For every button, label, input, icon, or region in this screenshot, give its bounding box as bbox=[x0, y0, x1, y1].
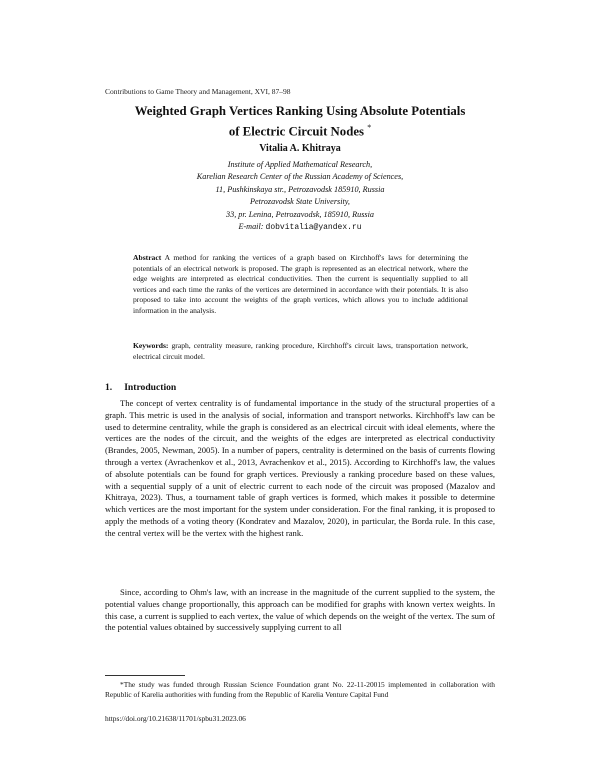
email-label: E-mail: bbox=[238, 222, 264, 232]
section-number: 1. bbox=[105, 382, 113, 393]
email-line bbox=[60, 221, 540, 234]
paper-title bbox=[60, 104, 540, 139]
section-title: Introduction bbox=[124, 382, 177, 393]
abstract bbox=[133, 253, 468, 317]
email-address[interactable]: dobvitalia@yandex.ru bbox=[265, 223, 362, 233]
affiliation-line-1: Institute of Applied Mathematical Research, bbox=[227, 160, 373, 169]
affiliation-line-3: 11, Pushkinskaya str., Petrozavodsk 185910, Russia bbox=[215, 184, 385, 194]
title-line-1: Weighted Graph Vertices Ranking Using Absolute Potentials bbox=[134, 104, 466, 118]
affiliation-line-5: 33, pr. Lenina, Petrozavodsk, 185910, Russia bbox=[226, 209, 374, 219]
section-heading bbox=[105, 382, 188, 393]
footnote-rule bbox=[105, 675, 185, 676]
keywords bbox=[133, 341, 468, 362]
author-name: Vitalia A. Khitraya bbox=[259, 143, 341, 154]
journal-header: Contributions to Game Theory and Management, XVI, 87–98 bbox=[105, 87, 291, 96]
title-line-2-text: of Electric Circuit Nodes bbox=[228, 123, 364, 138]
intro-paragraph-1: The concept of vertex centrality is of fundamental importance in the study of the structural properties of a graph. This metric is used in the analysis of social, information and transport networks. Kirchhoff's law can be used to determine centrality, while the graph is considered as an electrical circuit with ideal elements, where the vertices are the nodes of the circuit, and the weights of the edges are interpreted as electrical conductivity (Brandes, 2005, Newman, 2005). In a number of papers, centrality is determined on the basis of currents flowing through a vertex (Avrachenkov et al., 2013, Avrachenkov et al., 2015). According to Kirchhoff's law, the values of absolute potentials can be found for graph vertices. Previously a ranking procedure based on these values, with a sequential supply of a unit of electric current to each node of the circuit was proposed (Mazalov and Khitraya, 2023). Thus, a tournament table of graph vertices is formed, which makes it possible to determine which vertices are the most important for the system under consideration. For the final ranking, it is proposed to apply the methods of a voting theory (Kondratev and Mazalov, 2020), in particular, the Borda rule. In this case, the central vertex will be the vertex with the highest rank. bbox=[105, 398, 495, 538]
title-footnote-mark: * bbox=[367, 122, 372, 132]
doi-link[interactable]: https://doi.org/10.21638/11701/spbu31.2023.06 bbox=[105, 714, 246, 723]
abstract-text: A method for ranking the vertices of a graph based on Kirchhoff's laws for determining the potentials of an electrical network is proposed. The graph is represented as an electrical network, where the edge weights are interpreted as electrical conductivities. Then the current is sequentially supplied to all vertices and each time the ranks of the vertices are determined in accordance with their potentials. It is also proposed to take into account the weights of the graph vertices, which allows you to include additional information in the analysis. bbox=[133, 253, 468, 315]
affiliation bbox=[60, 159, 540, 234]
abstract-label: Abstract bbox=[133, 253, 162, 262]
affiliation-line-2: Karelian Research Center of the Russian Academy of Sciences, bbox=[196, 172, 404, 182]
intro-paragraph-2: Since, according to Ohm's law, with an increase in the magnitude of the current supplied to the system, the potential values change proportionally, this approach can be modified for graphs with known vertex weights. In this case, a current is supplied to each vertex, the value of which depends on the weight of the vertex. The sum of the potential values obtained by successively supplying current to all bbox=[105, 587, 495, 633]
keywords-label: Keywords: bbox=[133, 341, 169, 350]
title-line-2 bbox=[60, 120, 540, 140]
affiliation-line-4: Petrozavodsk State University, bbox=[250, 197, 350, 207]
footnote: *The study was funded through Russian Science Foundation grant No. 22-11-20015 implemented in collaboration with Republic of Karelia authorities with funding from the Republic of Karelia Venture Capital Fund bbox=[105, 680, 495, 699]
keywords-text: graph, centrality measure, ranking procedure, Kirchhoff's circuit laws, transportation network, electrical circuit model. bbox=[133, 341, 468, 361]
